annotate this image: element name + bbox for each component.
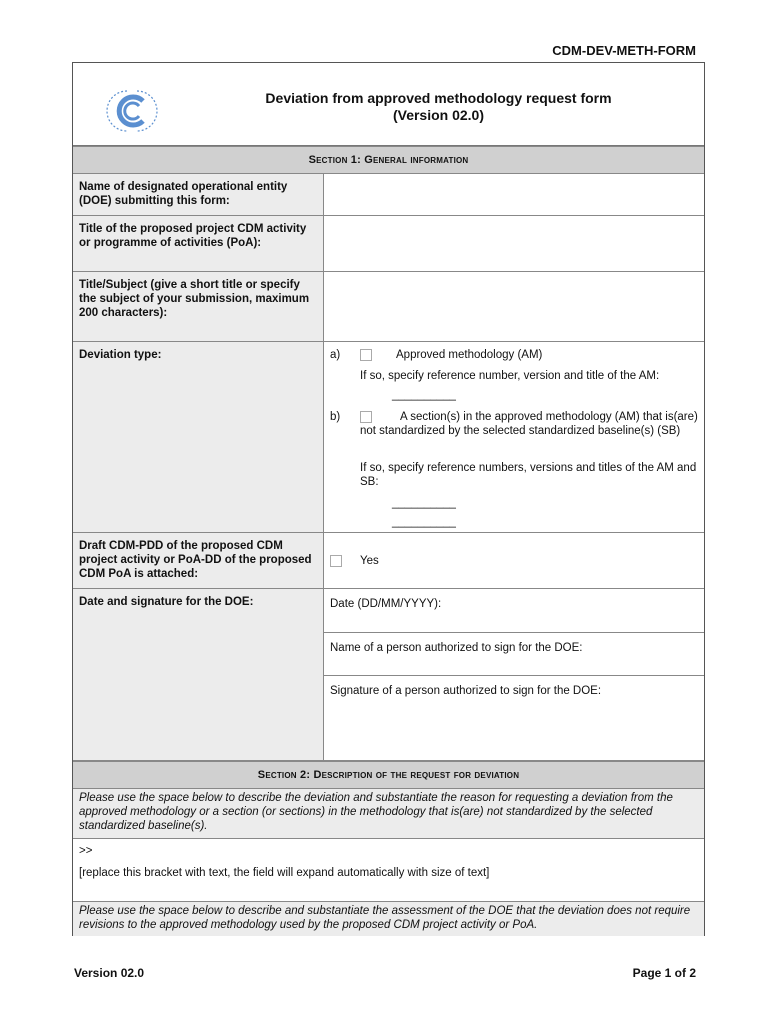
form-header (73, 63, 704, 146)
project-title-label: Title of the proposed project CDM activity or programme of activities (PoA): (73, 216, 324, 272)
signer-name-field[interactable]: Name of a person authorized to sign for the DOE: (324, 633, 704, 676)
option-b-prompt: If so, specify reference numbers, versions and titles of the AM and SB: (360, 462, 697, 488)
option-a-marker: a) (330, 349, 341, 361)
signature-field[interactable]: Signature of a person authorized to sign for the DOE: (324, 676, 704, 761)
subject-label: Title/Subject (give a short title or specify the subject of your submission, maximum 200 characters): (73, 272, 324, 342)
section2-instruction-2: Please use the space below to describe and substantiate the assessment of the DOE that the deviation does not require revisions to the approved methodology used by the proposed CDM project activity or PoA. (73, 902, 704, 936)
field-marker: >> (79, 845, 93, 857)
option-b-marker: b) (330, 411, 341, 423)
option-a-checkbox[interactable] (360, 349, 372, 361)
option-b-blank-2[interactable]: __________ (392, 516, 456, 528)
subject-field[interactable] (324, 272, 704, 342)
draft-pdd-label: Draft CDM-PDD of the proposed CDM project activity or PoA-DD of the proposed CDM PoA is attached: (73, 533, 324, 589)
draft-yes-label: Yes (360, 555, 379, 567)
field-placeholder: [replace this bracket with text, the field will expand automatically with size of text] (79, 867, 490, 879)
date-field[interactable]: Date (DD/MM/YYYY): (324, 589, 704, 633)
footer-page-number: Page 1 of 2 (632, 966, 696, 980)
project-title-field[interactable] (324, 216, 704, 272)
option-a-label: Approved methodology (AM) (396, 349, 543, 361)
date-signature-label: Date and signature for the DOE: (73, 589, 324, 761)
deviation-type-cell (324, 342, 704, 533)
document-code: CDM-DEV-METH-FORM (552, 43, 696, 58)
form-title-line2: (Version 02.0) (392, 107, 485, 123)
unfccc-logo-icon (99, 83, 165, 139)
draft-yes-checkbox[interactable] (330, 555, 342, 567)
doe-name-label: Name of designated operational entity (DOE) submitting this form: (73, 174, 324, 216)
option-a-prompt: If so, specify reference number, version and title of the AM: (360, 370, 660, 382)
section2-description-field[interactable] (73, 839, 704, 902)
form-title (183, 90, 694, 124)
option-b-blank-1[interactable]: __________ (392, 497, 456, 509)
option-a-blank[interactable]: __________ (392, 389, 456, 401)
section1-header: Section 1: General information (73, 146, 704, 174)
section2-instruction: Please use the space below to describe the deviation and substantiate the reason for requesting a deviation from the approved methodology or a section (or sections) in the methodology that is(are) not standardized by the selected standardized baseline(s). (73, 789, 704, 839)
draft-pdd-cell (324, 533, 704, 589)
doe-name-field[interactable] (324, 174, 704, 216)
section2-header: Section 2: Description of the request for deviation (73, 761, 704, 789)
deviation-type-label: Deviation type: (73, 342, 324, 533)
form-title-line1: Deviation from approved methodology request form (265, 90, 612, 106)
footer-version: Version 02.0 (74, 966, 145, 980)
option-b-label: A section(s) in the approved methodology (AM) that is(are) not standardized by the selected standardized baseline(s) (SB) (360, 411, 698, 437)
form-frame (72, 62, 705, 936)
